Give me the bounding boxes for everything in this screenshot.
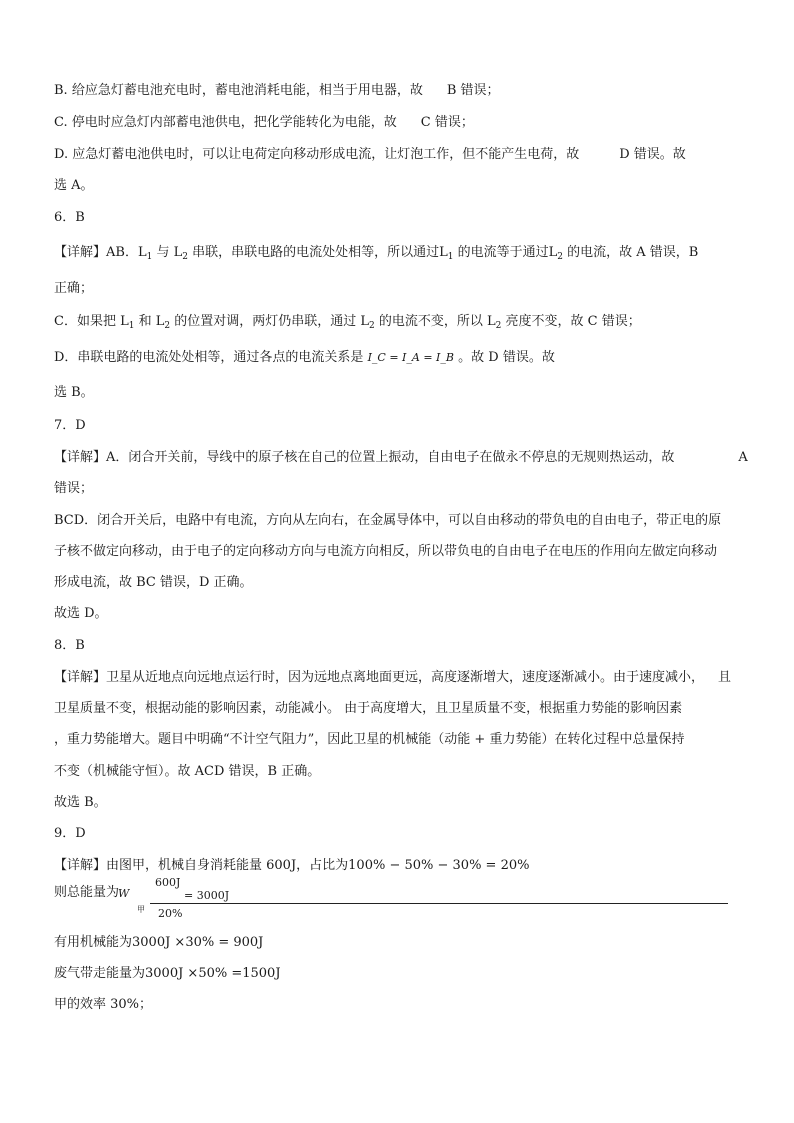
text-line-q8-1: 【详解】卫星从近地点向远地点运行时，因为远地点离地面更远，高度逐渐增大，速度逐渐减小。由于速度减小， 且: [54, 670, 732, 685]
text-line-d: D. 应急灯蓄电池供电时，可以让电荷定向移动形成电流，让灯泡工作，但不能产生电荷，故 D 错误。故: [54, 147, 686, 162]
text-line-q9-efficiency: 甲的效率 30%；: [54, 997, 153, 1012]
formula-numerator: 600J: [155, 876, 181, 889]
question-number-9: 9．D: [54, 826, 86, 841]
text-line-choose-b1: 选 B。: [54, 385, 94, 400]
text-line-q7-detail: 【详解】A．闭合开关前，导线中的原子核在自己的位置上振动，自由电子在做永不停息的无规则热运动，故 A: [54, 450, 748, 465]
text-line-q6-d: D．串联电路的电流处处相等，通过各点的电流关系是 I_C = I_A = I_B 。故 D 错误。故: [54, 350, 555, 365]
text-line-choose-b2: 故选 B。: [54, 795, 107, 810]
text-line-q7-bcd-2: 子核不做定向移动，由于电子的定向移动方向与电流方向相反，所以带负电的自由电子在电压的作用向左做定向移动: [54, 544, 718, 559]
formula-result: = 3000J: [184, 889, 230, 902]
question-number-6: 6．B: [54, 210, 85, 225]
text-line-c: C. 停电时应急灯内部蓄电池供电，把化学能转化为电能，故 C 错误；: [54, 115, 474, 130]
formula-label: 则总能量为: [54, 885, 120, 900]
formula-subscript: 甲: [137, 905, 145, 914]
question-number-7: 7．D: [54, 418, 86, 433]
text-line-q6-correct: 正确；: [54, 281, 94, 296]
text-line-q6-detail: 【详解】AB．$L_1$ 与 $L_2$ 串联，串联电路的电流处处相等，所以通过$L_1$ 的电流等于通过$L_2$ 的电流，故 A 错误，B: [54, 245, 699, 262]
text-line-q8-4: 不变（机械能守恒）。故 ACD 错误，B 正确。: [54, 764, 321, 779]
text-line-q9-waste: 废气带走能量为3000J ×50% =1500J: [54, 966, 281, 981]
current-equation: I_C = I_A = I_B: [367, 351, 454, 364]
text-line-b: B. 给应急灯蓄电池充电时，蓄电池消耗电能，相当于用电器，故 B 错误；: [54, 83, 500, 98]
text-line-q7-bcd-3: 形成电流，故 BC 错误，D 正确。: [54, 575, 253, 590]
formula-denominator: 20%: [158, 907, 183, 920]
text-line-choose-a: 选 A。: [54, 178, 94, 193]
text-line-q8-3: ，重力势能增大。题目中明确“不计空气阻力”，因此卫星的机械能（动能 + 重力势能）在转化过程中总量保持: [54, 732, 685, 747]
text-line-q8-2: 卫星质量不变，根据动能的影响因素，动能减小。 由于高度增大，且卫星质量不变，根据重力势能的影响因素: [54, 701, 683, 716]
text-line-q7-bcd-1: BCD．闭合开关后，电路中有电流，方向从左向右，在金属导体中，可以自由移动的带负电的自由电子，带正电的原: [54, 513, 722, 528]
text-line-q6-c: C．如果把 $L_1$ 和 $L_2$ 的位置对调，两灯仍串联，通过 $L_2$ 的电流不变，所以 $L_2$ 亮度不变，故 C 错误；: [54, 314, 641, 331]
text-line-q9-1: 【详解】由图甲，机械自身消耗能量 600J，占比为100% − 50% − 30% = 20%: [54, 858, 530, 873]
text-line-q9-useful: 有用机械能为3000J ×30% = 900J: [54, 935, 264, 950]
question-number-8: 8．B: [54, 638, 85, 653]
fraction-bar: [150, 903, 728, 904]
formula-variable: W: [118, 887, 130, 900]
text-line-q7-wrong: 错误；: [54, 481, 94, 496]
text-line-choose-d: 故选 D。: [54, 606, 108, 621]
